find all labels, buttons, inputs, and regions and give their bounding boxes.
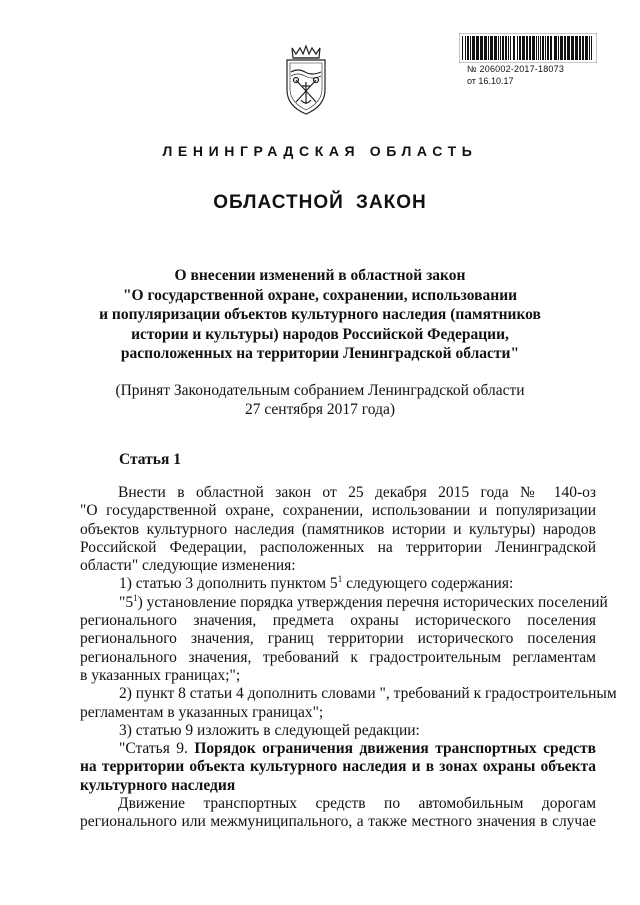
barcode-bar (540, 36, 541, 60)
barcode-bar (558, 36, 559, 60)
barcode-bar (560, 36, 563, 60)
body-line: области" следующие изменения: (80, 557, 296, 575)
article-heading: Статья 1 (119, 451, 181, 468)
barcode-bar (571, 36, 574, 60)
adoption-note-line: 27 сентября 2017 года) (244, 401, 396, 418)
region-heading: ЛЕНИНГРАДСКАЯ ОБЛАСТЬ (162, 143, 478, 159)
body-line: в указанных границах;"; (80, 666, 241, 684)
body-line: Внести в областной закон от 25 декабря 2015 года № 140-оз (118, 484, 596, 501)
body-line: регламентам в указанных границах"; (80, 703, 324, 721)
article-9-body (80, 795, 596, 832)
amendment-text: 1) статью 3 дополнить пунктом 5 (119, 575, 338, 593)
article-9-title-line: на территории объекта культурного наследия и в зонах охраны объекта (80, 758, 596, 776)
barcode-bar (582, 36, 584, 60)
amendment-text: следующего содержания: (342, 575, 514, 593)
body-line: регионального значения, требований к градостроительным регламентам (80, 648, 596, 666)
body-line: Российской Федерации, расположенных на территории Ленинградской (80, 538, 596, 556)
superscript: 1 (337, 574, 343, 585)
barcode-bar (476, 36, 479, 60)
barcode (459, 33, 597, 63)
law-title-line: О внесении изменений в областной закон (174, 267, 466, 284)
law-title-line: расположенных на территории Ленинградской области" (120, 345, 520, 362)
barcode-bar (494, 36, 497, 60)
barcode-bar (484, 36, 487, 60)
barcode-bar (526, 36, 528, 60)
body-line: Движение транспортных средств по автомобильным дорогам (118, 795, 596, 812)
barcode-bar (502, 36, 504, 60)
quoted-text: "5 (119, 593, 134, 611)
coat-of-arms-emblem (281, 44, 331, 116)
barcode-bar (519, 36, 521, 60)
amendment-item-1 (80, 575, 596, 593)
amendment-item-2: 2) пункт 8 статьи 4 дополнить словами ", требований к градостроительным (119, 685, 617, 703)
barcode-bar (513, 36, 515, 60)
law-title-line: и популяризации объектов культурного наследия (памятников (99, 306, 541, 323)
barcode-bar (536, 36, 537, 60)
barcode-bar (579, 36, 581, 60)
barcode-bar (522, 36, 525, 60)
barcode-bar (529, 36, 531, 60)
article-9-heading (80, 740, 596, 758)
barcode-bar (542, 36, 544, 60)
article-9-prefix: "Статья 9. (119, 740, 195, 758)
barcode-bar (508, 36, 509, 60)
barcode-bar (510, 36, 511, 60)
quoted-point (80, 592, 608, 612)
article-9-title: Порядок ограничения движения транспортных средств (194, 740, 596, 758)
adoption-note (80, 381, 560, 419)
barcode-bar (517, 36, 518, 60)
superscript: 1 (133, 592, 138, 603)
barcode-bar (554, 36, 557, 60)
barcode-bar (488, 36, 489, 60)
document-type-heading: ОБЛАСТНОЙ ЗАКОН (213, 192, 427, 213)
barcode-bar (500, 36, 501, 60)
barcode-bar (472, 36, 475, 60)
law-title (80, 266, 560, 364)
body-line: объектов культурного наследия (памятников истории и культуры) народов (80, 520, 596, 538)
barcode-bar (545, 36, 546, 60)
barcode-bar (585, 36, 588, 60)
body-line: регионального значения, предмета охраны исторического поселения (80, 612, 596, 630)
body-line: регионального значения, границ территории исторического поселения (80, 630, 596, 648)
barcode-bar (498, 36, 499, 60)
barcode-bar (538, 36, 539, 60)
barcode-bar (470, 36, 471, 60)
quoted-text: ) установление порядка утверждения перечня исторических поселений (137, 593, 608, 611)
barcode-bar (465, 36, 466, 60)
barcode-bar (547, 36, 549, 60)
law-title-line: истории и культуры) народов Российской Федерации, (131, 325, 509, 343)
adoption-note-line: (Принят Законодательным собранием Ленинградской области (115, 382, 525, 399)
barcode-bar (589, 36, 590, 60)
article-body (80, 484, 617, 795)
barcode-bar (480, 36, 483, 60)
article-9-title-line: культурного наследия (80, 776, 236, 794)
barcode-bar (505, 36, 507, 60)
barcode-bar (462, 36, 463, 60)
law-title-line: "О государственной охране, сохранении, использовании (122, 286, 518, 304)
barcode-bar (575, 36, 578, 60)
registration-date: от 16.10.17 (467, 76, 514, 86)
barcode-bar (564, 36, 566, 60)
barcode-bar (567, 36, 570, 60)
barcode-bar (490, 36, 493, 60)
barcode-bar (467, 36, 469, 60)
barcode-bar (550, 36, 552, 60)
barcode-bar (532, 36, 535, 60)
body-line: "О государственной охране, сохранении, использовании и популяризации (80, 502, 596, 520)
barcode-bar (591, 36, 592, 60)
registration-number: № 206002-2017-18073 (467, 64, 565, 74)
amendment-item-3: 3) статью 9 изложить в следующей редакции: (119, 721, 420, 739)
body-line: регионального или межмуниципального, а также местного значения в случае (80, 813, 596, 831)
